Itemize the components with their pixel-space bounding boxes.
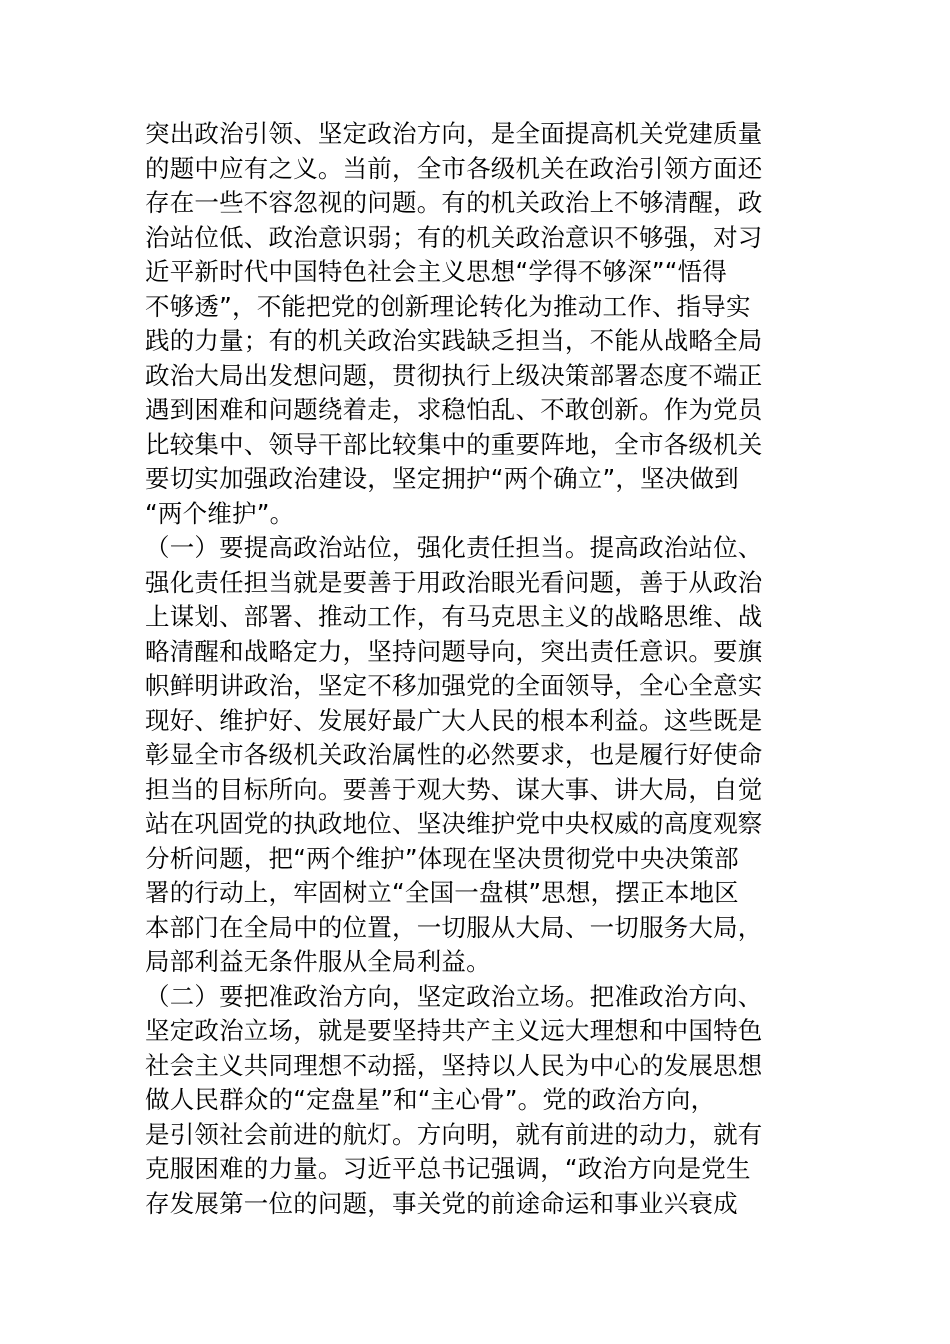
text-line: 存在一些不容忽视的问题。有的机关政治上不够清醒，政	[145, 188, 763, 217]
text-line: 强化责任担当就是要善于用政治眼光看问题，善于从政治	[145, 567, 763, 597]
text-line: 局部利益无条件服从全局利益。	[145, 947, 491, 976]
text-line: 本部门在全局中的位置，一切服从大局、一切服务大局，	[145, 912, 763, 942]
text-line: 的题中应有之义。当前，全市各级机关在政治引领方面还	[145, 153, 763, 183]
text-line: 政治大局出发想问题，贯彻执行上级决策部署态度不端正	[145, 360, 763, 390]
text-line: 站在巩固党的执政地位、坚决维护党中央权威的高度观察	[145, 809, 763, 838]
body-text	[145, 117, 815, 1221]
text-line: 突出政治引领、坚定政治方向，是全面提高机关党建质量	[145, 119, 763, 148]
text-line: “两个维护”。	[145, 498, 295, 528]
text-line: 遇到困难和问题绕着走，求稳怕乱、不敢创新。作为党员	[145, 395, 763, 424]
text-line: 分析问题，把“两个维护”体现在坚决贯彻党中央决策部	[145, 843, 739, 873]
section-heading-line: （一）要提高政治站位，强化责任担当。提高政治站位、	[145, 533, 763, 562]
text-line: 彰显全市各级机关政治属性的必然要求，也是履行好使命	[145, 740, 763, 769]
text-line: 要切实加强政治建设，坚定拥护“两个确立”，坚决做到	[145, 464, 739, 493]
text-line: 存发展第一位的问题，事关党的前途命运和事业兴衰成	[145, 1188, 738, 1218]
text-line: 社会主义共同理想不动摇，坚持以人民为中心的发展思想	[145, 1050, 763, 1080]
text-line: 担当的目标所向。要善于观大势、谋大事、讲大局，自觉	[145, 774, 763, 804]
text-line: 做人民群众的“定盘星”和“主心骨”。党的政治方向，	[145, 1085, 716, 1114]
text-line: 践的力量；有的机关政治实践缺乏担当，不能从战略全局	[145, 326, 763, 355]
text-line: 坚定政治立场，就是要坚持共产主义远大理想和中国特色	[145, 1016, 763, 1045]
text-line: 近平新时代中国特色社会主义思想“学得不够深”“悟得	[145, 257, 728, 286]
text-line: 署的行动上，牢固树立“全国一盘棋”思想，摆正本地区	[145, 878, 739, 907]
text-line: 克服困难的力量。习近平总书记强调，“政治方向是党生	[145, 1154, 751, 1183]
text-line: 比较集中、领导干部比较集中的重要阵地，全市各级机关	[145, 429, 763, 459]
text-line: 帜鲜明讲政治，坚定不移加强党的全面领导，全心全意实	[145, 671, 763, 700]
text-line: 不够透”，不能把党的创新理论转化为推动工作、指导实	[145, 291, 751, 321]
text-line: 是引领社会前进的航灯。方向明，就有前进的动力，就有	[145, 1119, 763, 1149]
text-line: 略清醒和战略定力，坚持问题导向，突出责任意识。要旗	[145, 636, 763, 666]
text-line: 上谋划、部署、推动工作，有马克思主义的战略思维、战	[145, 602, 763, 631]
text-line: 治站位低、政治意识弱；有的机关政治意识不够强，对习	[145, 222, 763, 252]
text-line: 现好、维护好、发展好最广大人民的根本利益。这些既是	[145, 705, 763, 735]
section-heading-line: （二）要把准政治方向，坚定政治立场。把准政治方向、	[145, 981, 763, 1011]
